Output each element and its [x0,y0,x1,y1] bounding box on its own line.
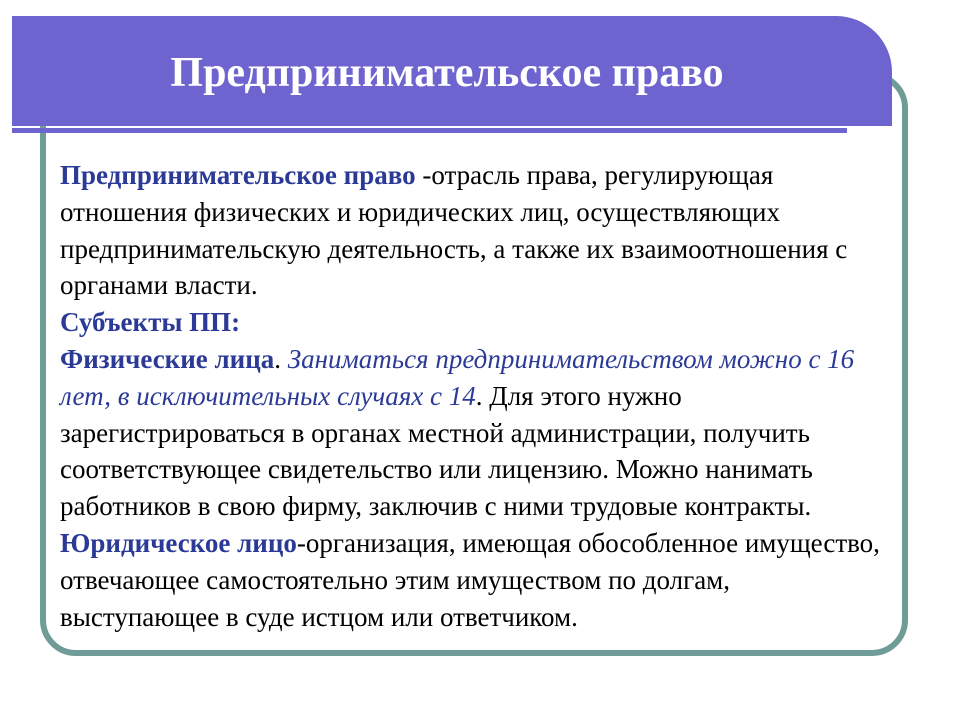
legal-entity-paragraph [60,525,890,635]
slide-title: Предпринимательское право [170,50,724,96]
individuals-text: . Для этого нужно зарегистрироваться в органах местной администрации, получить соответствующее свидетельство или лицензию. Можно нанимать работников в свою фирму, заключив с ними трудовые контракты. [60,380,813,522]
individuals-separator: . [274,343,288,374]
individuals-paragraph [60,341,890,525]
legal-entity-text: -организация, имеющая обособленное имущество, отвечающее самостоятельно этим имуществом по долгам, выступающее в суде истцом или ответчиком. [60,527,880,632]
subjects-heading [60,304,890,341]
subjects-heading-text: Субъекты ПП: [60,307,241,338]
legal-entity-term: Юридическое лицо [60,527,297,558]
definition-term: Предпринимательское право [60,160,416,190]
definition-text: -отрасль права, регулирующая отношения физических и юридических лиц, осуществляющих предпринимательскую деятельность, а также их взаимоотношения с органами власти. [60,160,848,301]
definition-paragraph [60,157,890,304]
individuals-age-note: Заниматься предпринимательством можно с 16 лет, в исключительных случаях с 14 [60,343,855,411]
slide-body [60,157,890,635]
title-underline [12,128,847,133]
individuals-term: Физические лица [60,343,275,374]
